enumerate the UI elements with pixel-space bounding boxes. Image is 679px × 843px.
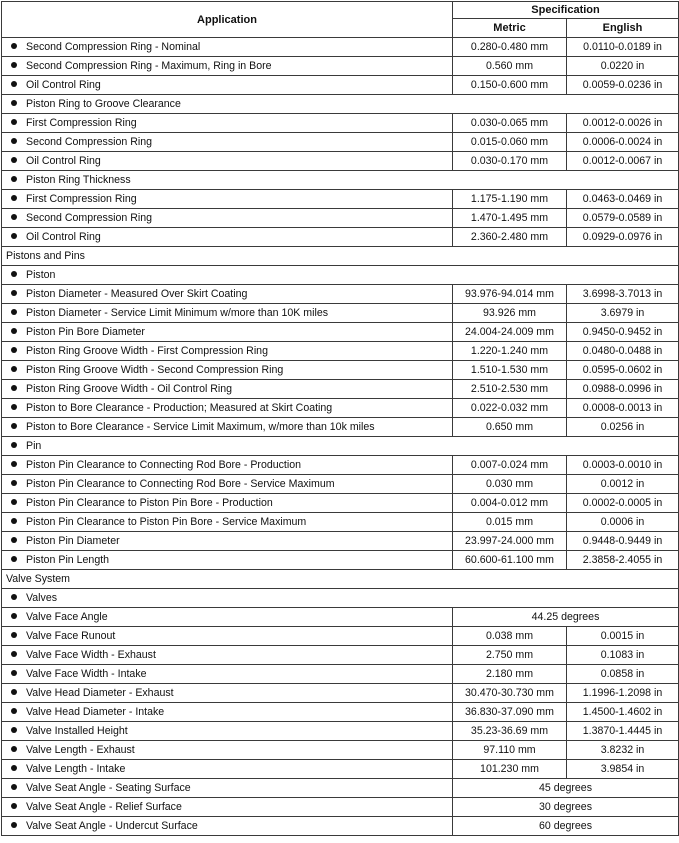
table-row (2, 817, 679, 836)
english-value: 0.0002-0.0005 in (567, 494, 679, 513)
english-value: 3.6998-3.7013 in (567, 285, 679, 304)
bullet-icon (11, 157, 17, 163)
bullet-icon (11, 385, 17, 391)
section-row (2, 247, 679, 266)
bullet-icon (11, 290, 17, 296)
specification-header: Specification (453, 2, 679, 19)
application-label: Valve Head Diameter - Exhaust (26, 686, 174, 699)
header-row-1 (2, 2, 679, 19)
application-cell (2, 38, 453, 57)
table-row (2, 133, 679, 152)
bullet-icon (11, 195, 17, 201)
application-cell (2, 304, 453, 323)
application-label: Valve Installed Height (26, 724, 128, 737)
application-cell (2, 380, 453, 399)
application-label: Piston Ring Groove Width - Oil Control Ring (26, 382, 233, 395)
english-value: 0.9448-0.9449 in (567, 532, 679, 551)
application-cell (2, 608, 453, 627)
english-value: 0.0012-0.0067 in (567, 152, 679, 171)
application-cell (2, 323, 453, 342)
bullet-icon (11, 176, 17, 182)
application-cell (2, 646, 453, 665)
application-cell (2, 779, 453, 798)
bullet-icon (11, 708, 17, 714)
bullet-icon (11, 347, 17, 353)
combined-value: 45 degrees (453, 779, 679, 798)
metric-value: 97.110 mm (453, 741, 567, 760)
english-value: 0.0595-0.0602 in (567, 361, 679, 380)
application-cell (2, 190, 453, 209)
english-value: 0.0256 in (567, 418, 679, 437)
combined-value: 30 degrees (453, 798, 679, 817)
english-value: 1.1996-1.2098 in (567, 684, 679, 703)
metric-value: 1.510-1.530 mm (453, 361, 567, 380)
application-label: Valve Seat Angle - Undercut Surface (26, 819, 198, 832)
application-label: First Compression Ring (26, 116, 137, 129)
group-row (2, 589, 679, 608)
bullet-icon (11, 594, 17, 600)
application-cell (2, 684, 453, 703)
metric-value: 24.004-24.009 mm (453, 323, 567, 342)
application-cell (2, 475, 453, 494)
bullet-icon (11, 556, 17, 562)
english-value: 0.0015 in (567, 627, 679, 646)
application-label: Valve Length - Intake (26, 762, 126, 775)
metric-value: 23.997-24.000 mm (453, 532, 567, 551)
english-value: 0.0006-0.0024 in (567, 133, 679, 152)
application-label: Piston Ring Groove Width - Second Compression Ring (26, 363, 284, 376)
english-value: 3.6979 in (567, 304, 679, 323)
table-row (2, 665, 679, 684)
section-label: Valve System (2, 570, 679, 589)
bullet-icon (11, 309, 17, 315)
application-label: Second Compression Ring (26, 211, 153, 224)
application-cell (2, 589, 679, 608)
bullet-icon (11, 632, 17, 638)
metric-value: 0.030 mm (453, 475, 567, 494)
group-label: Piston Ring Thickness (26, 173, 131, 186)
bullet-icon (11, 822, 17, 828)
application-label: Piston Pin Clearance to Connecting Rod Bore - Production (26, 458, 302, 471)
application-label: Piston Diameter - Service Limit Minimum w/more than 10K miles (26, 306, 329, 319)
table-row (2, 627, 679, 646)
table-row (2, 285, 679, 304)
table-row (2, 532, 679, 551)
application-label: Second Compression Ring (26, 135, 153, 148)
english-value: 0.0463-0.0469 in (567, 190, 679, 209)
application-label: Piston Pin Bore Diameter (26, 325, 145, 338)
metric-value: 93.926 mm (453, 304, 567, 323)
application-cell (2, 513, 453, 532)
application-cell (2, 209, 453, 228)
application-label: Oil Control Ring (26, 230, 101, 243)
application-label: Valve Face Width - Intake (26, 667, 147, 680)
application-label: Second Compression Ring - Maximum, Ring in Bore (26, 59, 272, 72)
english-value: 0.0579-0.0589 in (567, 209, 679, 228)
group-row (2, 95, 679, 114)
application-label: Valve Seat Angle - Relief Surface (26, 800, 182, 813)
bullet-icon (11, 765, 17, 771)
english-value: 3.9854 in (567, 760, 679, 779)
english-value: 0.0220 in (567, 57, 679, 76)
application-cell (2, 399, 453, 418)
bullet-icon (11, 746, 17, 752)
metric-value: 0.150-0.600 mm (453, 76, 567, 95)
bullet-icon (11, 404, 17, 410)
metric-value: 2.180 mm (453, 665, 567, 684)
application-label: Piston Diameter - Measured Over Skirt Coating (26, 287, 248, 300)
combined-value: 60 degrees (453, 817, 679, 836)
bullet-icon (11, 62, 17, 68)
english-value: 0.0858 in (567, 665, 679, 684)
english-value: 2.3858-2.4055 in (567, 551, 679, 570)
table-row (2, 399, 679, 418)
application-cell (2, 532, 453, 551)
english-value: 0.0988-0.0996 in (567, 380, 679, 399)
application-cell (2, 798, 453, 817)
application-label: Piston Pin Diameter (26, 534, 120, 547)
application-label: Oil Control Ring (26, 154, 101, 167)
combined-value: 44.25 degrees (453, 608, 679, 627)
metric-value: 35.23-36.69 mm (453, 722, 567, 741)
application-cell (2, 551, 453, 570)
application-cell (2, 760, 453, 779)
metric-value: 93.976-94.014 mm (453, 285, 567, 304)
application-cell (2, 456, 453, 475)
english-value: 0.0003-0.0010 in (567, 456, 679, 475)
application-label: Piston Pin Clearance to Piston Pin Bore - Service Maximum (26, 515, 307, 528)
group-label: Valves (26, 591, 58, 604)
application-cell (2, 114, 453, 133)
bullet-icon (11, 214, 17, 220)
application-cell (2, 494, 453, 513)
table-row (2, 323, 679, 342)
application-cell (2, 171, 679, 190)
metric-value: 0.030-0.170 mm (453, 152, 567, 171)
application-label: Piston to Bore Clearance - Production; Measured at Skirt Coating (26, 401, 333, 414)
application-cell (2, 703, 453, 722)
group-label: Piston Ring to Groove Clearance (26, 97, 181, 110)
application-cell (2, 342, 453, 361)
application-cell (2, 361, 453, 380)
group-label: Piston (26, 268, 56, 281)
section-row (2, 570, 679, 589)
application-label: First Compression Ring (26, 192, 137, 205)
bullet-icon (11, 119, 17, 125)
application-label: Valve Head Diameter - Intake (26, 705, 165, 718)
table-row (2, 551, 679, 570)
metric-value: 0.560 mm (453, 57, 567, 76)
english-value: 0.0006 in (567, 513, 679, 532)
application-label: Oil Control Ring (26, 78, 101, 91)
bullet-icon (11, 81, 17, 87)
table-row (2, 114, 679, 133)
table-row (2, 152, 679, 171)
application-label: Piston Ring Groove Width - First Compression Ring (26, 344, 268, 357)
group-row (2, 437, 679, 456)
group-label: Pin (26, 439, 42, 452)
english-value: 0.0012-0.0026 in (567, 114, 679, 133)
metric-value: 2.360-2.480 mm (453, 228, 567, 247)
bullet-icon (11, 233, 17, 239)
application-cell (2, 57, 453, 76)
metric-value: 0.022-0.032 mm (453, 399, 567, 418)
application-cell (2, 133, 453, 152)
bullet-icon (11, 366, 17, 372)
specification-table (1, 1, 679, 836)
english-value: 3.8232 in (567, 741, 679, 760)
application-cell (2, 418, 453, 437)
metric-value: 1.175-1.190 mm (453, 190, 567, 209)
bullet-icon (11, 138, 17, 144)
metric-value: 0.280-0.480 mm (453, 38, 567, 57)
table-row (2, 209, 679, 228)
application-label: Piston to Bore Clearance - Service Limit Maximum, w/more than 10k miles (26, 420, 375, 433)
table-row (2, 38, 679, 57)
bullet-icon (11, 499, 17, 505)
table-row (2, 190, 679, 209)
table-row (2, 76, 679, 95)
table-body (2, 38, 679, 836)
application-label: Piston Pin Clearance to Piston Pin Bore - Production (26, 496, 273, 509)
bullet-icon (11, 518, 17, 524)
metric-value: 0.650 mm (453, 418, 567, 437)
english-value: 0.9450-0.9452 in (567, 323, 679, 342)
metric-value: 0.015-0.060 mm (453, 133, 567, 152)
bullet-icon (11, 613, 17, 619)
application-cell (2, 228, 453, 247)
table-row (2, 494, 679, 513)
table-row (2, 304, 679, 323)
english-value: 0.0110-0.0189 in (567, 38, 679, 57)
bullet-icon (11, 727, 17, 733)
metric-value: 0.015 mm (453, 513, 567, 532)
bullet-icon (11, 537, 17, 543)
english-value: 0.1083 in (567, 646, 679, 665)
metric-value: 0.038 mm (453, 627, 567, 646)
metric-value: 0.004-0.012 mm (453, 494, 567, 513)
application-cell (2, 285, 453, 304)
metric-value: 101.230 mm (453, 760, 567, 779)
table-row (2, 513, 679, 532)
metric-value: 2.750 mm (453, 646, 567, 665)
application-label: Second Compression Ring - Nominal (26, 40, 201, 53)
group-row (2, 171, 679, 190)
bullet-icon (11, 461, 17, 467)
metric-value: 30.470-30.730 mm (453, 684, 567, 703)
application-cell (2, 76, 453, 95)
bullet-icon (11, 100, 17, 106)
application-label: Valve Face Angle (26, 610, 108, 623)
metric-value: 0.030-0.065 mm (453, 114, 567, 133)
english-value: 0.0059-0.0236 in (567, 76, 679, 95)
table-row (2, 760, 679, 779)
metric-value: 1.220-1.240 mm (453, 342, 567, 361)
english-value: 0.0012 in (567, 475, 679, 494)
application-cell (2, 152, 453, 171)
application-cell (2, 627, 453, 646)
bullet-icon (11, 328, 17, 334)
application-cell (2, 95, 679, 114)
metric-value: 36.830-37.090 mm (453, 703, 567, 722)
bullet-icon (11, 784, 17, 790)
bullet-icon (11, 442, 17, 448)
bullet-icon (11, 670, 17, 676)
table-row (2, 608, 679, 627)
bullet-icon (11, 43, 17, 49)
application-label: Valve Face Runout (26, 629, 116, 642)
table-row (2, 722, 679, 741)
group-row (2, 266, 679, 285)
bullet-icon (11, 271, 17, 277)
application-cell (2, 722, 453, 741)
application-cell (2, 266, 679, 285)
english-value: 0.0480-0.0488 in (567, 342, 679, 361)
table-row (2, 342, 679, 361)
metric-value: 60.600-61.100 mm (453, 551, 567, 570)
bullet-icon (11, 423, 17, 429)
section-label: Pistons and Pins (2, 247, 679, 266)
bullet-icon (11, 651, 17, 657)
table-row (2, 475, 679, 494)
table-row (2, 779, 679, 798)
table-row (2, 228, 679, 247)
application-label: Piston Pin Clearance to Connecting Rod Bore - Service Maximum (26, 477, 335, 490)
application-label: Valve Length - Exhaust (26, 743, 135, 756)
table-row (2, 380, 679, 399)
application-cell (2, 817, 453, 836)
bullet-icon (11, 689, 17, 695)
english-header: English (567, 19, 679, 38)
table-row (2, 57, 679, 76)
english-value: 0.0929-0.0976 in (567, 228, 679, 247)
application-cell (2, 665, 453, 684)
application-label: Valve Face Width - Exhaust (26, 648, 156, 661)
table-row (2, 798, 679, 817)
bullet-icon (11, 480, 17, 486)
metric-value: 0.007-0.024 mm (453, 456, 567, 475)
table-row (2, 703, 679, 722)
english-value: 0.0008-0.0013 in (567, 399, 679, 418)
application-label: Piston Pin Length (26, 553, 110, 566)
metric-header: Metric (453, 19, 567, 38)
application-cell (2, 437, 679, 456)
metric-value: 2.510-2.530 mm (453, 380, 567, 399)
application-header: Application (2, 2, 453, 38)
bullet-icon (11, 803, 17, 809)
table-row (2, 646, 679, 665)
application-cell (2, 741, 453, 760)
english-value: 1.4500-1.4602 in (567, 703, 679, 722)
table-row (2, 418, 679, 437)
table-row (2, 456, 679, 475)
english-value: 1.3870-1.4445 in (567, 722, 679, 741)
table-row (2, 361, 679, 380)
table-row (2, 741, 679, 760)
metric-value: 1.470-1.495 mm (453, 209, 567, 228)
table-row (2, 684, 679, 703)
application-label: Valve Seat Angle - Seating Surface (26, 781, 191, 794)
